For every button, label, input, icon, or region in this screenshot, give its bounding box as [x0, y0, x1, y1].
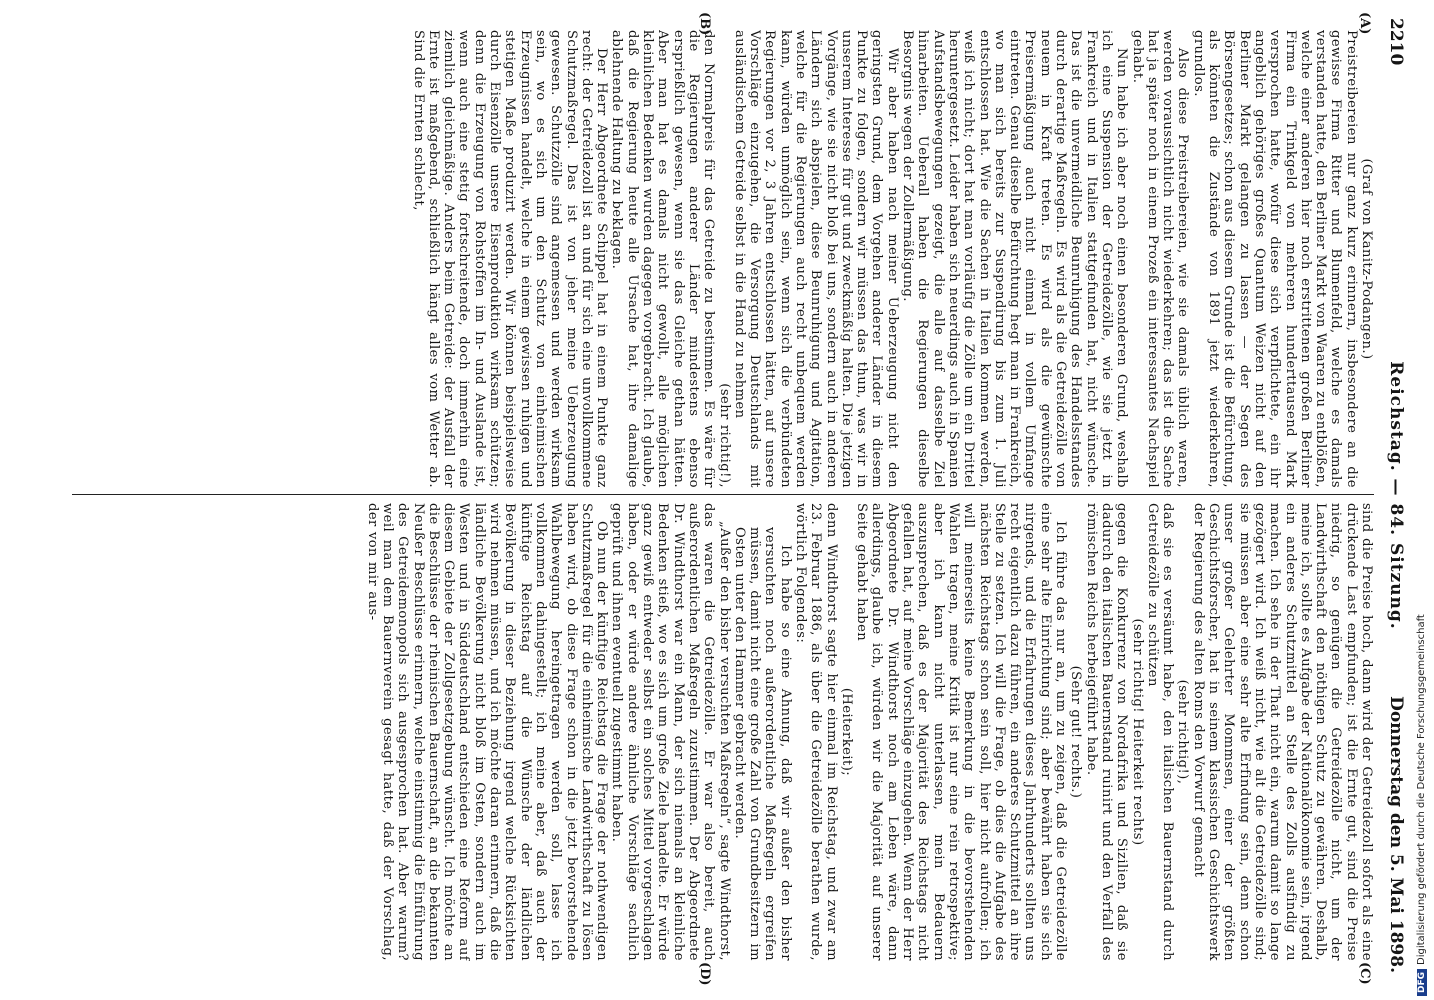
paragraph: Der Herr Abgeordnete Schippel hat in einem Punkte ganz recht: der Getreidezoll ist an und für sich eine unvollkommene Schutzmaßregel. Das ist von jeher meine Ueberzeugung gewesen. Schutzzölle sind angemessen und werden wirksam sein, wo es sich um den Schutz von einheimischen Erzeugnissen handelt, welche in einem gewissen ruhigen und stetigen Maße produzirt werden. Wir können beispielsweise durch Eisenzölle unsere Eisenproduktion wirksam schützen; denn die Erzeugung von Rohstoffen im In- und Auslande ist, wenn auch eine stetig fortschreitende, doch immerhin eine ziemlich gleichmäßige. Anders beim Getreide: der Ausfall der Ernte ist maßgebend, schließlich hängt alles vom Wetter ab. Sind die Ernten schlecht, — [410, 30, 610, 488]
paragraph: daß sie es versäumt habe, den italischen Bauernstand durch Getreidezölle zu schützen — [1144, 503, 1176, 961]
speaker-line: (Graf von Kanitz-Podangen.) — [1359, 158, 1374, 360]
margin-marker-d: (D) — [697, 962, 712, 986]
page-number: 2210 — [1386, 18, 1406, 66]
interjection: (Sehr gut! rechts.) — [1068, 665, 1084, 799]
page-header — [1380, 18, 1406, 973]
interjection: (sehr richtig!), — [1175, 679, 1191, 785]
running-title: Reichstag. — 84. Sitzung. — [1386, 361, 1406, 630]
column-divider — [72, 494, 1374, 495]
paragraph: sind die Preise hoch, dann wird der Getreidezoll sofort als eine drückende Last empfunden; ist die Ernte gut, sind die Preise niedrig, so genügen die Getreidezölle nicht, um der Landwirthschaft den nöthigen Schutz zu gewähren. Deshalb, meine ich, sollte es Aufgabe der Nationalökonomie sein, irgend ein anderes Schutzmittel an Stelle des Zolls ausfindig zu machen. Ich sehe in der That nicht ein, warum damit so lange gezögert wird. Ich weiß nicht, wie alt die Getreidezölle sind; sie müssen aber eine sehr alte Erfindung sein, denn schon unser großer Gelehrter Mommsen, einer der größten Geschichtsforscher, hat in seinem klassischen Geschichtswerk der Regierung des alten Roms den Vorwurf gemacht — [1190, 503, 1374, 961]
paragraph: Preistreibereien nur ganz kurz erinnern, insbesondere an die gewisse Firma Ritter und Blumenfeld, welche es damals verstanden hatte, den Berliner Markt von Waaren zu entblößen, welche einer anderen hier noch erstrittenen großen Berliner Firma ein Trinkgeld von mehreren hunderttausend Mark versprochen hatte, wofür diese sich verpflichtete, ein ihr angeblich gehöriges großes Quantum Weizen nicht auf den Berliner Markt gelangen zu lassen — der Segen des Börsengesetzes; schon aus diesem Grunde ist die Befürchtung, als könnten die Zustände von 1891 jetzt wiederkehren, grundlos. — [1190, 30, 1359, 488]
digitization-footer — [1416, 296, 1427, 996]
interjection: (Heiterkeit); — [838, 687, 854, 777]
paragraph: Nun habe ich aber noch einen besonderen Grund, weshalb ich eine Suspension der Getreidezölle, wie sie jetzt in Frankreich und in Italien stattgefunden hat, nicht wünsche. Das ist die unvermeidliche Beunruhigung des Handelsstandes durch derartige Maßregeln. Es wird als die Getreidezölle von neuem in Kraft treten. Es wird als die gewünschte Preisermäßigung auch nicht einmal in vollem Umfange eintreten. Genau dieselbe Befürchtung hegt man in Frankreich, wo man sich bereits zur Suspendirung bis zum 1. Juli entschlossen hat. Wie die Sachen in Italien kommen werden, weiß ich nicht; dort hat man vorläufig die Zölle um ein Drittel heruntergesetzt. Leider haben sich neuerdings auch in Spanien Aufstandsbewegungen gezeigt, die alle auf dasselbe Ziel hinarbeiten. Ueberall haben die Regierungen dieselbe Besorgnis wegen der Zollermäßigung. — [900, 30, 1130, 488]
paragraph: den Normalpreis für das Getreide zu bestimmen. Es wäre für die Regierungen anderer Länder mindestens ebenso ersprießlich gewesen, wenn sie das Gleiche gethan hätten. Aber man hat es damals nicht gewollt, alle möglichen kleinlichen Bedenken wurden dagegen vorgebracht. Ich glaube, daß die Regierung heute alle Ursache hat, ihre damalige ablehnende Haltung zu beklagen. — [609, 30, 717, 488]
paragraph: gegen die Konkurrenz von Nordafrika und Sizilien, daß sie dadurch den italischen Bauernstand ruinirt und den Verfall des römischen Reichs herbeigeführt habe. — [1083, 503, 1130, 961]
quotation: Ich habe so eine Ahnung, daß wir außer den bisher versuchten noch außerordentliche Maßregeln ergreifen müssen, damit nicht eine große Zahl von Grundbesitzern im Osten unter den Hammer gebracht werden. — [731, 527, 793, 961]
interjection: (sehr richtig!), — [716, 383, 732, 488]
session-date: Donnerstag den 5. Mai 1898. — [1386, 696, 1406, 973]
paragraph: denn Windthorst sagte hier einmal im Reichstag, und zwar am 23. Februar 1886, als über die Getreidezölle berathen wurde, wörtlich Folgendes: — [793, 503, 839, 961]
dfg-logo: DFG — [1417, 969, 1427, 996]
margin-marker-c: (C) — [1357, 962, 1372, 985]
left-text-column — [28, 30, 1374, 488]
footer-text: Digitalisierung gefördert durch die Deutsche Forschungsgemeinschaft — [1416, 614, 1427, 965]
margin-marker-b: (B) — [697, 12, 712, 36]
paragraph: Wir aber haben nach meiner Ueberzeugung nicht den geringsten Grund, dem Vorgehen anderer Länder in diesem Punkte zu folgen, sondern wir müssen das thun, was wir in unserem Interesse für gut und zweckmäßig halten. Die jetzigen Vorgänge, wie sie nicht bloß bei uns, sondern auch in anderen Ländern sich abspielen, diese Beunruhigung und Agitation, welche für die Regierungen auch recht unbequem werden kann, würden unmöglich sein, wenn sich die verbündeten Regierungen vor 2, 3 Jahren entschlossen hätten, auf unsere Vorschläge einzugehen, die Versorgung Deutschlands mit ausländischem Getreide selbst in die Hand zu nehmen — [731, 30, 900, 488]
paragraph: „Außer den bisher versuchten Maßregeln“, sagte Windthorst, das waren die Getreidezölle. Er war also bereit, auch außerordentlichen Maßregeln zuzustimmen. Der Abgeordnete Dr. Windthorst war ein Mann, der sich niemals an kleinliche Bedenken stieß, wo es sich um große Ziele handelte. Er würde ganz gewiß entweder selbst ein solches Mittel vorgeschlagen haben, oder er würde andere ähnliche Vorschläge sachlich geprüft und ihnen eventuell zugestimmt haben. — [609, 503, 732, 961]
rotated-page — [22, 8, 1412, 986]
margin-marker-a: (A) — [1357, 12, 1372, 35]
right-text-column — [28, 503, 1374, 961]
paragraph: Also diese Preistreibereien, wie sie damals üblich waren, werden voraussichtlich nicht wiederkehren; das ist die Sache hat ja später noch in einem Prozeß ein interessantes Nachspiel gehabt. — [1129, 30, 1191, 488]
paragraph: Ich führe das nur an, um zu zeigen, daß die Getreidezölle eine sehr alte Einrichtung sind; aber bewährt haben sie sich nirgends, und die Erfahrungen dieses Jahrhunderts sollten uns recht eigentlich dazu führen, ein anderes Schutzmittel an ihre Stelle zu setzen. Ich will die Frage, ob dies die Aufgabe des nächsten Reichstags schon sein soll, hier nicht aufrollen; ich will meinerseits keine Bemerkung in die bevorstehenden Wahlen tragen, meine Kritik ist nur eine rein retrospektive; aber ich kann nicht unterlassen, mein Bedauern auszusprechen, daß es der Majorität des Reichstags nicht gefallen hat, auf meine Vorschläge einzugehen. Wenn der Herr Abgeordnete Dr. Windthorst noch am Leben wäre, dann allerdings, glaube ich, würden wir die Majorität auf unserer Seite gehabt haben — [854, 503, 1069, 961]
interjection: (sehr richtig! Heiterkeit rechts) — [1129, 618, 1145, 846]
paragraph: Ob nun der künftige Reichstag die Frage der nothwendigen Schutzmaßregel für die einheimische Landwirthschaft zu lösen haben wird, ob diese Frage schon in die jetzt bevorstehende Wahlbewegung hereingetragen werden soll, lasse ich vollkommen dahingestellt; ich meine aber, daß auch der künftige Reichstag auf die Wünsche der ländlichen Bevölkerung in dieser Beziehung irgend welche Rücksichten wird nehmen müssen, und ich möchte daran erinnern, daß die ländliche Bevölkerung nicht bloß im Osten, sondern auch im Westen und in Süddeutschland entschieden eine Reform auf diesem Gebiete der Zollgesetzgebung wünscht. Ich möchte an die Beschlüsse der rheinischen Bauernschaft, an die bekannten Neußer Beschlüsse erinnern, welche einstimmig die Einführung des Getreidemonopols sich ausgesprochen hat. Aber warum? weil man dem Bauernverein gesagt hatte, daß der Vorschlag, der von mir aus- — [364, 503, 610, 961]
